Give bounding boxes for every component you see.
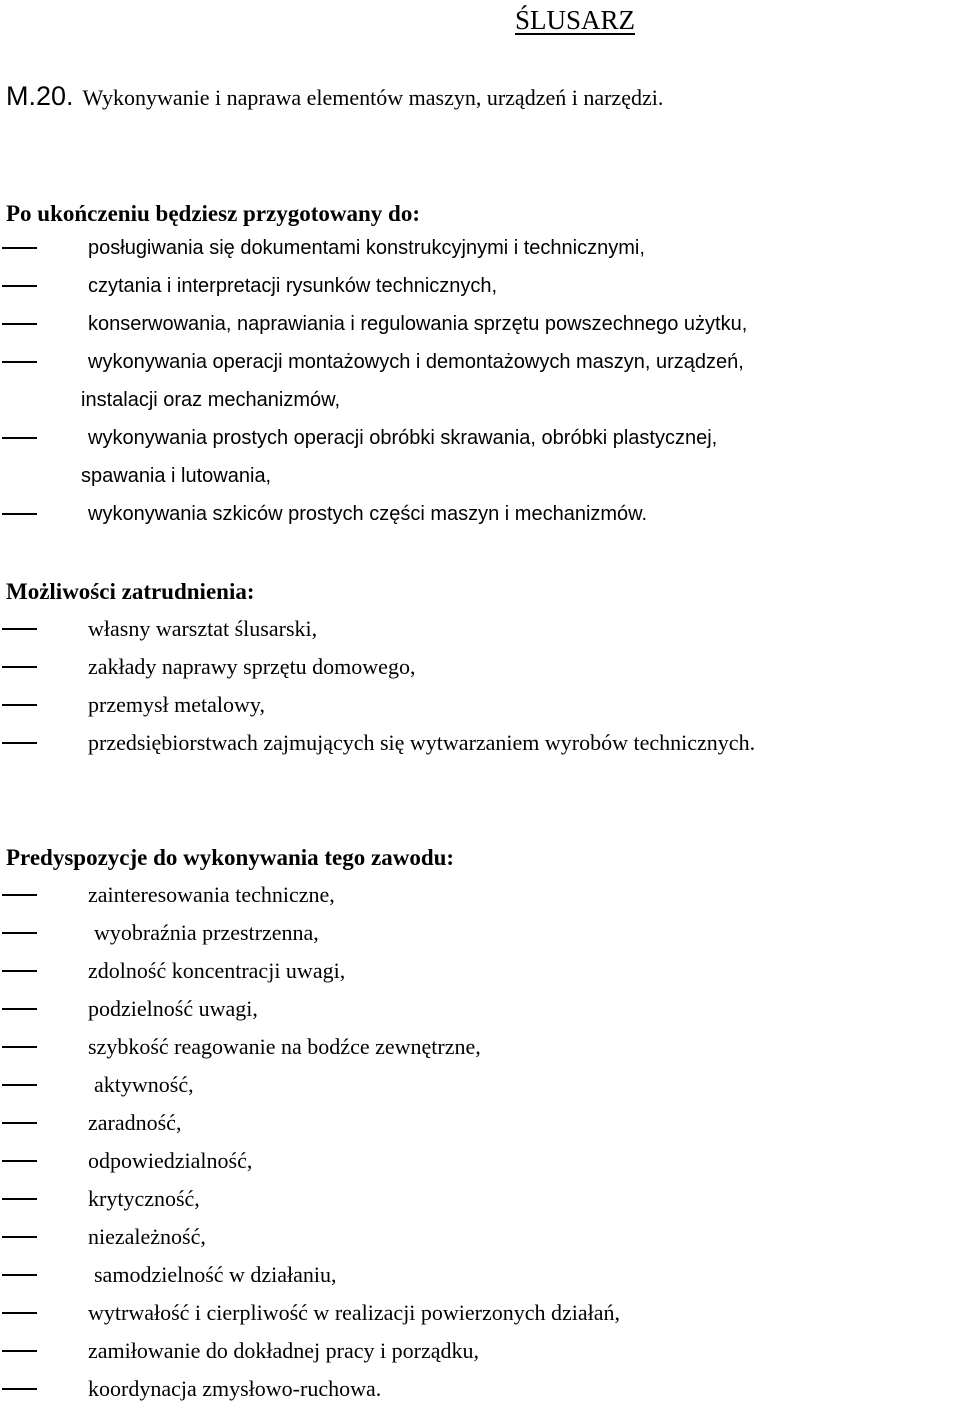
skills-heading: Po ukończeniu będziesz przygotowany do: [6, 201, 420, 226]
qualification-name: Wykonywanie i naprawa elementów maszyn, urządzeń i narzędzi. [82, 85, 664, 110]
list-item-text: konserwowania, naprawiania i regulowania sprzętu powszechnego użytku, [88, 313, 748, 335]
list-item-text: zamiłowanie do dokładnej pracy i porządku, [88, 1338, 479, 1363]
list-item-text: zdolność koncentracji uwagi, [88, 958, 346, 983]
dash-bullet [2, 1084, 37, 1086]
list-item-text [81, 419, 938, 495]
dash-bullet [2, 932, 37, 934]
dash-bullet [2, 666, 37, 668]
dash-bullet [2, 1122, 37, 1124]
list-item-text: zaradność, [88, 1110, 182, 1135]
list-item-text: aktywność, [94, 1072, 194, 1097]
dash-bullet [2, 1350, 37, 1352]
list-item-continuation: instalacji oraz mechanizmów, [81, 389, 340, 411]
list-item-text: krytyczność, [88, 1186, 200, 1211]
dash-bullet [2, 1160, 37, 1162]
list-item-text [81, 343, 938, 419]
list-item-text: koordynacja zmysłowo-ruchowa. [88, 1376, 382, 1401]
list-item-text: niezależność, [88, 1224, 206, 1249]
dash-bullet [2, 361, 37, 363]
list-item-text: szybkość reagowanie na bodźce zewnętrzne, [88, 1034, 481, 1059]
list-item-text: wykonywania szkiców prostych części maszyn i mechanizmów. [88, 503, 648, 525]
dash-bullet [2, 285, 37, 287]
qualification-code: M.20. [6, 81, 74, 111]
dash-bullet [2, 247, 37, 249]
list-item-line: wykonywania prostych operacji obróbki skrawania, obróbki plastycznej, [88, 427, 718, 449]
list-item-text: samodzielność w działaniu, [94, 1262, 337, 1287]
list-item-line: wykonywania operacji montażowych i demontażowych maszyn, urządzeń, [88, 351, 744, 373]
dash-bullet [2, 1008, 37, 1010]
dash-bullet [2, 1046, 37, 1048]
list-item-text: przemysł metalowy, [88, 692, 265, 717]
employment-heading: Możliwości zatrudnienia: [6, 579, 255, 604]
dash-bullet [2, 704, 37, 706]
list-item-text: przedsiębiorstwach zajmujących się wytwarzaniem wyrobów technicznych. [88, 730, 756, 755]
list-item-text: zainteresowania techniczne, [88, 882, 335, 907]
list-item-text: odpowiedzialność, [88, 1148, 253, 1173]
list-item-text: wyobraźnia przestrzenna, [94, 920, 319, 945]
list-item-text: wytrwałość i cierpliwość w realizacji powierzonych działań, [88, 1300, 621, 1325]
page-title: ŚLUSARZ [515, 5, 636, 35]
dash-bullet [2, 894, 37, 896]
dash-bullet [2, 970, 37, 972]
dash-bullet [2, 628, 37, 630]
dash-bullet [2, 1274, 37, 1276]
list-item-text: podzielność uwagi, [88, 996, 258, 1021]
list-item-continuation: spawania i lutowania, [81, 465, 272, 487]
list-item-text: czytania i interpretacji rysunków technicznych, [88, 275, 498, 297]
dash-bullet [2, 437, 37, 439]
dash-bullet [2, 1312, 37, 1314]
dash-bullet [2, 1236, 37, 1238]
list-item-text: posługiwania się dokumentami konstrukcyjnymi i technicznymi, [88, 237, 645, 259]
dash-bullet [2, 513, 37, 515]
dash-bullet [2, 742, 37, 744]
dash-bullet [2, 1388, 37, 1390]
qualification-line [6, 78, 663, 119]
dash-bullet [2, 1198, 37, 1200]
list-item-text: zakłady naprawy sprzętu domowego, [88, 654, 416, 679]
list-item-text: własny warsztat ślusarski, [88, 616, 318, 641]
dash-bullet [2, 323, 37, 325]
predispositions-heading: Predyspozycje do wykonywania tego zawodu: [6, 845, 455, 870]
